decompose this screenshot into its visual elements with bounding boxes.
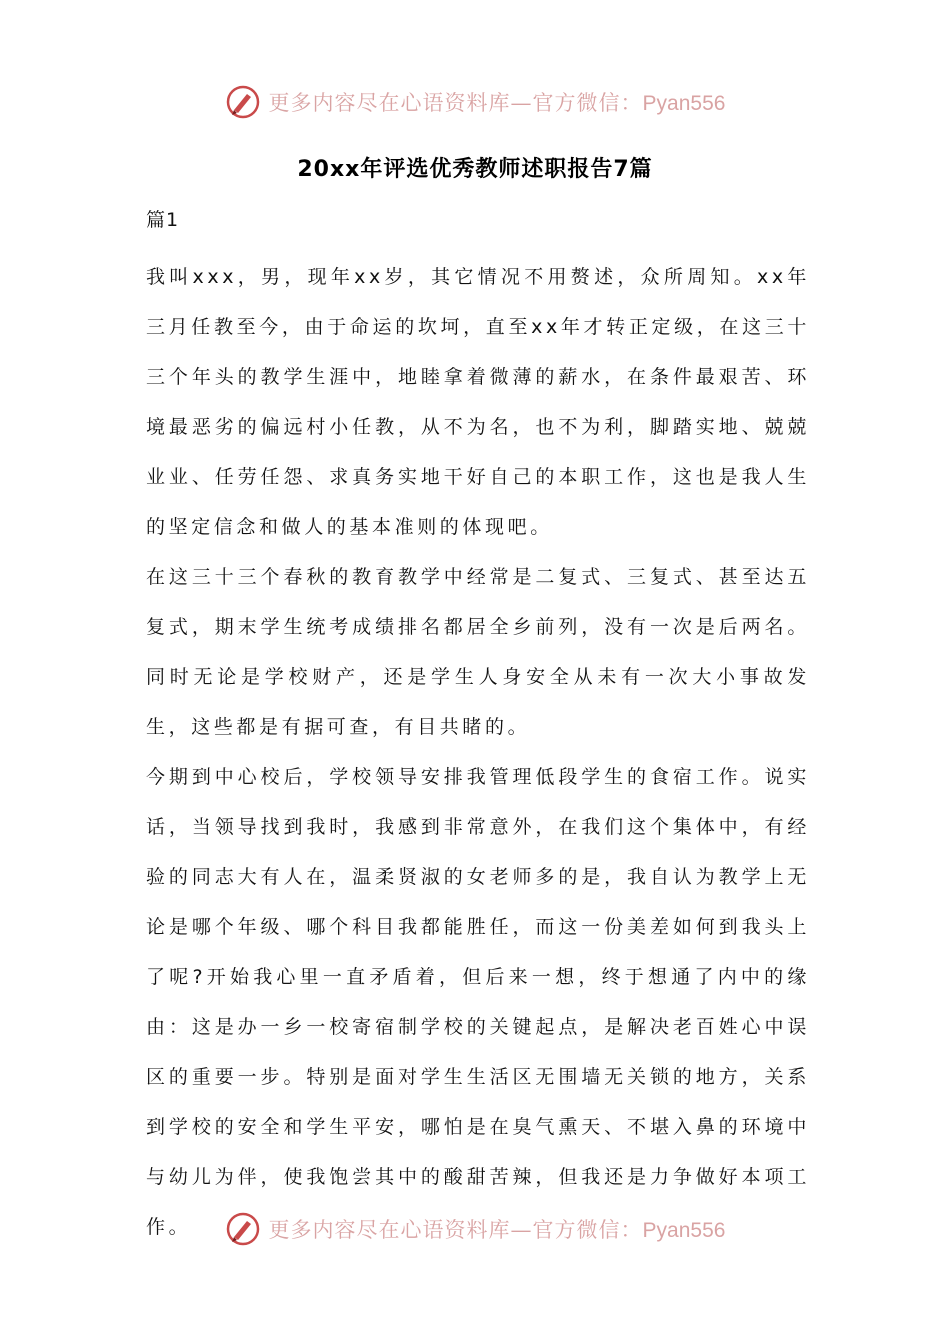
paragraph: 在这三十三个春秋的教育教学中经常是二复式、三复式、甚至达五复式，期末学生统考成绩排名都居全乡前列，没有一次是后两名。同时无论是学校财产，还是学生人身安全从未有一次大小事故发生，这些都是有据可查，有目共睹的。	[146, 566, 810, 738]
document-body	[146, 202, 810, 1252]
pen-logo-icon	[225, 1211, 261, 1247]
paragraph: 今期到中心校后，学校领导安排我管理低段学生的食宿工作。说实话，当领导找到我时，我感到非常意外，在我们这个集体中，有经验的同志大有人在，温柔贤淑的女老师多的是，我自认为教学上无论是哪个年级、哪个科目我都能胜任，而这一份美差如何到我头上了呢?开始我心里一直矛盾着，但后来一想，终于想通了内中的缘由：这是办一乡一校寄宿制学校的关键起点，是解决老百姓心中误区的重要一步。特别是面对学生生活区无围墙无关锁的地方，关系到学校的安全和学生平安，哪怕是在臭气熏天、不堪入鼻的环境中与幼儿为伴，使我饱尝其中的酸甜苦辣，但我还是力争做好本项工作。	[146, 766, 810, 1238]
paragraph: 我叫xxx，男，现年xx岁，其它情况不用赘述，众所周知。xx年三月任教至今，由于命运的坎坷，直至xx年才转正定级，在这三十三个年头的教学生涯中，地睦拿着微薄的薪水，在条件最艰苦、环境最恶劣的偏远村小任教，从不为名，也不为利，脚踏实地、兢兢业业、任劳任怨、求真务实地干好自己的本职工作，这也是我人生的坚定信念和做人的基本准则的体现吧。	[146, 266, 810, 538]
pen-logo-icon	[225, 84, 261, 120]
watermark-text: 更多内容尽在心语资料库—官方微信：Pyan556	[268, 91, 726, 115]
watermark-banner-bottom	[0, 1209, 950, 1249]
document-title: 20xx年评选优秀教师述职报告7篇	[297, 157, 653, 182]
wechat-id: Pyan556	[642, 92, 726, 115]
wechat-id: Pyan556	[642, 1219, 726, 1242]
watermark-banner-top	[0, 82, 950, 122]
section-heading: 篇1	[146, 209, 180, 231]
watermark-text: 更多内容尽在心语资料库—官方微信：Pyan556	[268, 1218, 726, 1242]
